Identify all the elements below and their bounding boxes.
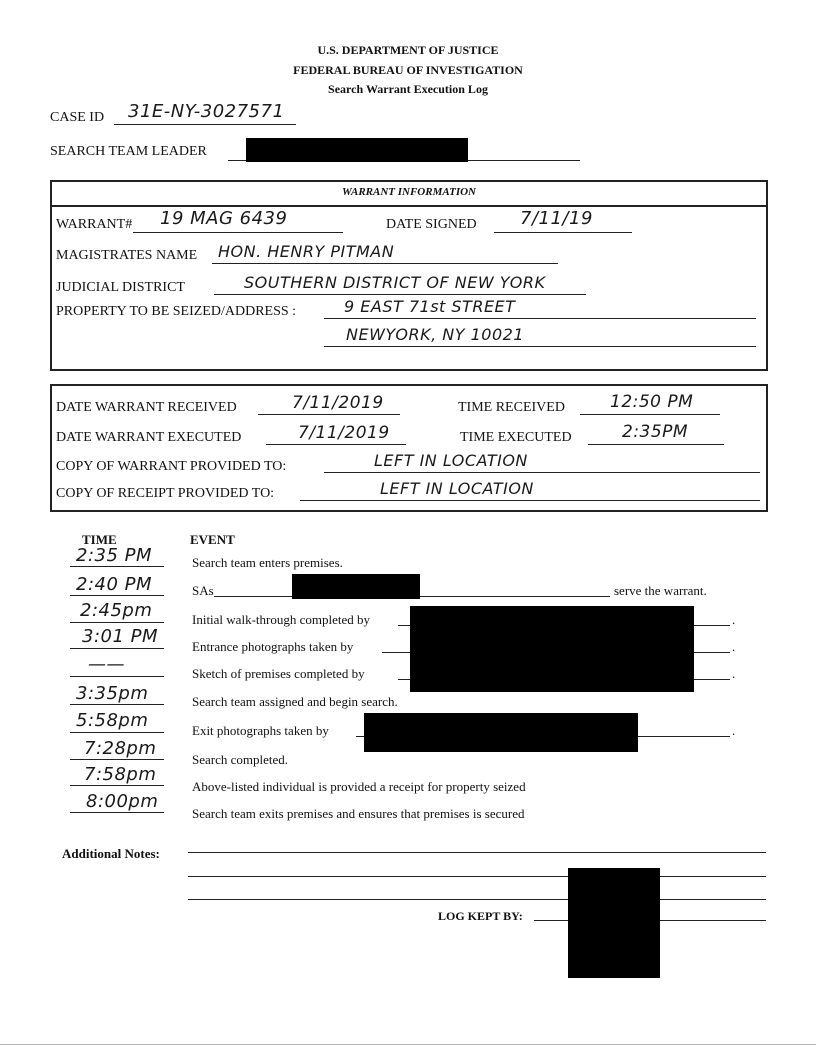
- log-kept-by-redaction: [568, 868, 660, 978]
- log-time-line-7: [70, 732, 164, 733]
- date-executed-line: [266, 444, 406, 445]
- additional-notes-label: Additional Notes:: [62, 846, 160, 861]
- log-event-suffix-7: .: [732, 723, 736, 738]
- date-signed-line: [494, 232, 632, 233]
- log-event-suffix-3: .: [732, 612, 736, 627]
- copy-receipt-line: [300, 500, 760, 501]
- log-time-4: 3:01 PM: [82, 626, 159, 647]
- header-department: U.S. DEPARTMENT OF JUSTICE: [317, 43, 499, 57]
- scan-edge: [0, 1044, 816, 1045]
- log-time-1: 2:35 PM: [76, 545, 153, 566]
- log-time-line-2: [70, 595, 164, 596]
- copy-receipt-label: COPY OF RECEIPT PROVIDED TO:: [56, 486, 275, 501]
- log-time-line-5: [70, 676, 164, 677]
- log-event-8: Search completed.: [192, 752, 289, 767]
- magistrate-value: HON. HENRY PITMAN: [218, 242, 395, 261]
- copy-warrant-label: COPY OF WARRANT PROVIDED TO:: [56, 459, 287, 474]
- judicial-district-line: [214, 294, 586, 295]
- date-received-line: [258, 414, 400, 415]
- log-event-7: Exit photographs taken by: [192, 723, 329, 738]
- warrant-number-value: 19 MAG 6439: [160, 208, 288, 229]
- log-time-9: 7:58pm: [84, 764, 157, 785]
- time-executed-value: 2:35PM: [622, 422, 689, 442]
- time-received-value: 12:50 PM: [610, 392, 694, 412]
- event-column-header: EVENT: [190, 532, 235, 547]
- notes-line-1: [188, 852, 766, 853]
- property-address-line-1: [324, 318, 756, 319]
- log-event-suffix-4: .: [732, 639, 736, 654]
- log-time-line-6: [70, 704, 164, 705]
- header-bureau: FEDERAL BUREAU OF INVESTIGATION: [293, 63, 523, 77]
- log-event-suffix-5: .: [732, 666, 736, 681]
- log-time-7: 5:58pm: [76, 710, 149, 731]
- log-time-10: 8:00pm: [86, 791, 159, 812]
- log-redaction-7: [364, 713, 638, 752]
- magistrate-line: [212, 263, 558, 264]
- log-event-4: Entrance photographs taken by: [192, 639, 354, 654]
- warrant-number-label: WARRANT#: [56, 217, 133, 232]
- warrant-info-title-divider: [50, 205, 768, 207]
- date-received-value: 7/11/2019: [292, 393, 384, 413]
- log-time-line-1: [70, 566, 164, 567]
- log-time-line-3: [70, 622, 164, 623]
- log-time-5: ——: [88, 654, 125, 675]
- case-id-line: [114, 124, 296, 125]
- copy-warrant-line: [324, 472, 760, 473]
- log-event-2: SAs: [192, 583, 214, 598]
- log-time-8: 7:28pm: [84, 738, 157, 759]
- notes-line-3: [188, 899, 766, 900]
- case-id-value: 31E-NY-3027571: [128, 101, 285, 122]
- time-executed-line: [588, 444, 724, 445]
- log-event-3: Initial walk-through completed by: [192, 612, 370, 627]
- date-signed-value: 7/11/19: [520, 208, 593, 229]
- log-time-line-9: [70, 785, 164, 786]
- log-time-3: 2:45pm: [80, 600, 153, 621]
- property-address-line-2: [324, 346, 756, 347]
- copy-receipt-value: LEFT IN LOCATION: [380, 479, 534, 498]
- date-received-label: DATE WARRANT RECEIVED: [56, 400, 237, 415]
- date-signed-label: DATE SIGNED: [386, 217, 477, 232]
- team-leader-redaction: [246, 138, 468, 162]
- log-time-line-4: [70, 648, 164, 649]
- time-executed-label: TIME EXECUTED: [460, 430, 572, 445]
- warrant-info-title: WARRANT INFORMATION: [342, 186, 476, 198]
- date-executed-value: 7/11/2019: [298, 423, 390, 443]
- log-time-2: 2:40 PM: [76, 574, 153, 595]
- log-redaction-2: [292, 574, 420, 599]
- log-time-line-8: [70, 759, 164, 760]
- log-time-line-10: [70, 812, 164, 813]
- date-executed-label: DATE WARRANT EXECUTED: [56, 430, 242, 445]
- property-address-value-1: 9 EAST 71st STREET: [344, 297, 516, 316]
- case-id-label: CASE ID: [50, 110, 105, 125]
- header-log-title: Search Warrant Execution Log: [328, 82, 488, 96]
- log-event-suffix-2: serve the warrant.: [614, 583, 707, 598]
- log-event-6: Search team assigned and begin search.: [192, 694, 398, 709]
- time-column-header: TIME: [82, 532, 117, 547]
- property-address-label: PROPERTY TO BE SEIZED/ADDRESS :: [56, 304, 297, 319]
- log-redaction-3-5: [410, 606, 694, 692]
- team-leader-label: SEARCH TEAM LEADER: [50, 144, 207, 159]
- copy-warrant-value: LEFT IN LOCATION: [374, 451, 528, 470]
- property-address-value-2: NEWYORK, NY 10021: [346, 325, 524, 344]
- log-time-6: 3:35pm: [76, 683, 149, 704]
- time-received-line: [580, 414, 720, 415]
- log-kept-by-label: LOG KEPT BY:: [438, 909, 523, 923]
- log-event-5: Sketch of premises completed by: [192, 666, 365, 681]
- log-event-10: Search team exits premises and ensures that premises is secured: [192, 806, 525, 821]
- judicial-district-label: JUDICIAL DISTRICT: [56, 280, 185, 295]
- warrant-number-line: [133, 232, 343, 233]
- time-received-label: TIME RECEIVED: [458, 400, 565, 415]
- notes-line-2: [188, 876, 766, 877]
- log-event-1: Search team enters premises.: [192, 555, 343, 570]
- log-event-9: Above-listed individual is provided a receipt for property seized: [192, 779, 526, 794]
- judicial-district-value: SOUTHERN DISTRICT OF NEW YORK: [244, 273, 546, 292]
- magistrate-label: MAGISTRATES NAME: [56, 248, 198, 263]
